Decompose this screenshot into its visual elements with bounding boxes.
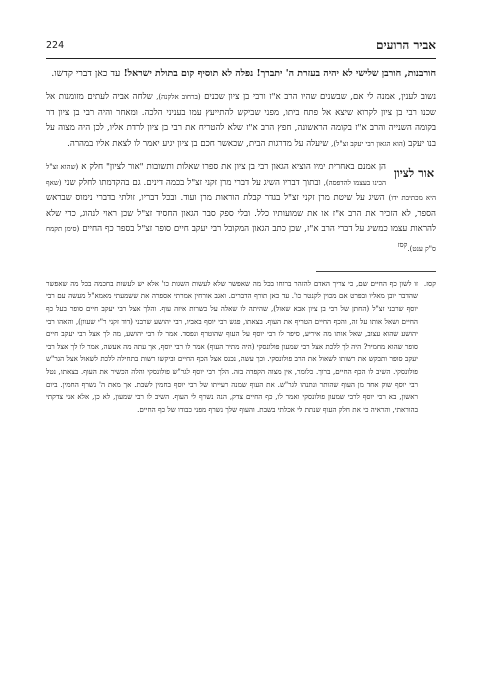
bold-paragraph-text: חורבנות, חורבן שלישי לא יהיה בעזרת ה' יתברך! נפלה לא תוסיף קום בתולת ישראל! bbox=[123, 68, 436, 79]
footnote-label: קסז. bbox=[423, 278, 436, 288]
running-title: אביר הרועים bbox=[376, 38, 436, 52]
bold-paragraph bbox=[46, 66, 436, 82]
paragraph-2-small2: (הוא הגאון רבי יעקב זצ"ל), bbox=[331, 139, 406, 148]
footnote bbox=[46, 278, 436, 417]
footnote-text: זו לשון כף החיים שם, כי צריך האדם להזהר ברוחו בכל מה שאפשר שלא לעשות השגות כו' אלא יש לעשות בחכמה בכל מה שאפשר שהדבר יובן מאליו ובפרט אם מכוין לקנטר כו'. עד כאן תורף הדברים. ואגב אורחין אמרתי אספרה את ששמעתי מאמא"ל מעשה עם רבי יוסף שרבני זצ"ל (החתן של רבי בן ציון אבא שאול), שהיתה לו שאלה על כשרות איזה עוף. והלך אצל רבי יעקב חיים סופר בעל כף החיים ושאל אותו על זה, והכף החיים הטריף את העוף. בצאתו, פגש רבי יוסף באביו, רבי יהושע שרבני (דוד זקני ר"י שעוון), והאהו רבי יהושע שהוא עצוב, שאל אותו מה איריע, סיפר לו רבי יוסף על העוף שהוטרף ונפסד. אמר לו רבי יהושע, מה לך אצל רבי יעקב חיים סופר שהוא מחמיר? היה לך ללכת אצל רבי שמעון פולונסקי (היה מתיר העוף) אמר לו רבי יוסף, אך עתה מה אעשה, אמר לו לך אצל רבי יעקב סופר ותבקש את רשותו לשאול את הרב פולונסקי. וכך עשה, נכנס אצל הכף החיים וביקשו רשות בתחילה ללכת לשאול אצל הגר"ש פולונסקי. השיב לו הכף החיים, ברוך. כלומר, אין מצוה הקפדה בזה. הלך רבי יוסף לגר"ש פולונסקי והלה הכשיר את העוף. בצאתו, נטל רבי יוסף שוק אחד מן העוף שהותר ונתנהו לגר"ש. את העוף שמנה רעייתו של רבי יוסף בחמין לשבת. אך מאת ה' נשרף החמין. ביום ראשון, בא רבי יוסף לרבי שמעון פולונסקי ואמר לו, כף החיים צדק, הנה נשרף לי העוף. השיב לו רבי שמעון, לא כן, אלא אני צדקתי בהוראתי, והראיה כי את חלק העוף שנתת לי אכלתי בשבת. והעוף שלך נשרף מפני כבודו של כף החיים. bbox=[46, 278, 418, 414]
section-small-3: (סימן תקמח ס"ק ענט). bbox=[46, 225, 436, 253]
paragraph-2-a: נשוב לענין, אמנה לי אם, שבשנים שהיו הרב א"ז ורבי בן ציון שכנים bbox=[204, 92, 436, 102]
paragraph-2 bbox=[46, 90, 436, 152]
page-number: 224 bbox=[46, 40, 65, 51]
section-or-letzion bbox=[46, 160, 436, 257]
section-title: אור לציון bbox=[393, 166, 435, 180]
paragraph-2-b: שלחה אביה לעתים מזומנות אל שכנו רבי בן ציון לקרוא שיצא אל פתח ביתו, מפני שביקש להתייעץ עמו בעניני הלכה. ומאחר והיה רבי בן ציון דר בקומה השנייה והרב א"ז בקומה הראשונה, חפץ הרב א"ז שלא להטריח את רבי בן ציון לרדת אליו, לכן היה מצוה על בנו יעקב bbox=[46, 92, 436, 149]
paragraph-2-c: שיעלה על מדרגות הבית, שכאשר חכם בן ציון יגיע יאמר לו לצאת אליו במהרה. bbox=[67, 138, 329, 149]
section-small-1: (שהוא זצ"ל הכינו בעצמו להדפסה), bbox=[46, 163, 387, 187]
section-paragraph bbox=[46, 160, 436, 257]
footnote-mark: קסז bbox=[397, 240, 408, 249]
section-text-c: השיג על שיטת מרן זקני זצ"ל בגדר קבלת הוראות מרן ועוד. ובכל דבריו, זולתי בדברי נימוס שבראש הספר, לא הזכיר את הרב א"ז או את שמועותיו כלל. ובלי ספק סבר הגאון החסיד זצ"ל שכן ראוי לנהוג, כדי שלא להראות עצמו כמשיג על דברי הרב א"ז, שכן כתב הגאון המקובל רבי יעקב חיים סופר זצ"ל בספר כף החיים bbox=[46, 193, 437, 234]
page-header bbox=[46, 34, 436, 59]
bold-paragraph-tail: עד כאן דברי קדשו. bbox=[51, 68, 121, 79]
page-body bbox=[46, 66, 436, 416]
section-text-a: הן אמנם באחרית ימיו הוציא הגאון רבי בן ציון את ספרו שאלות ותשובות "אור לציון" חלק א bbox=[81, 162, 386, 172]
section-small-2: (שאף היא מכתיבת ידו) bbox=[46, 178, 436, 202]
paragraph-2-small: (ברחוב אלקנה), bbox=[156, 93, 201, 101]
spacer bbox=[46, 152, 436, 160]
section-text-b: ובתוך דבריו השיג על דברי מרן זקני זצ"ל בכמה דינים. גם בהקדמתו לחלק שני bbox=[64, 177, 321, 188]
footnote-divider bbox=[316, 271, 436, 272]
